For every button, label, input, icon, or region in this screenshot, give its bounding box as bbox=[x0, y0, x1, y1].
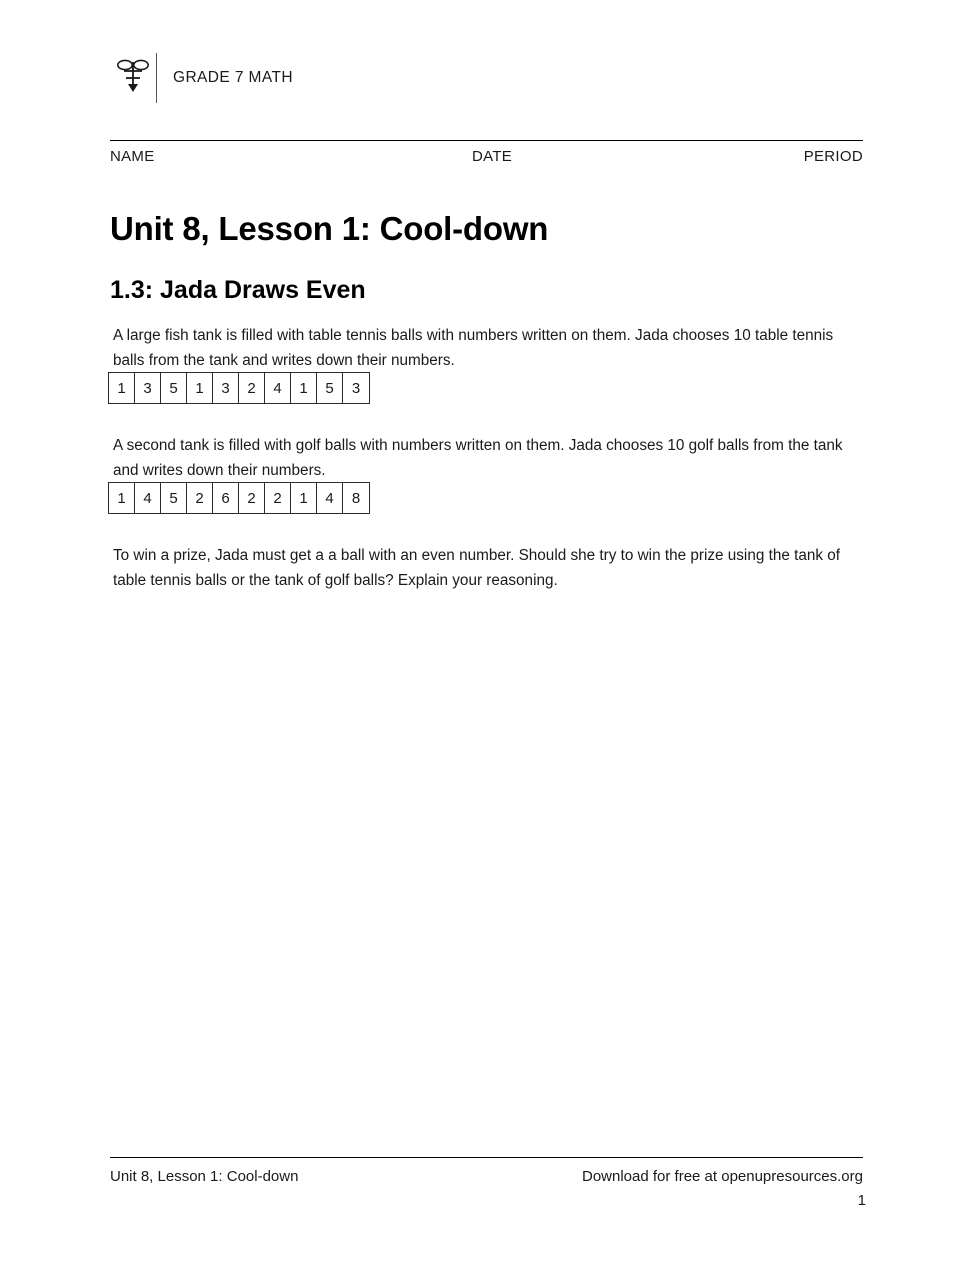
golf-ball-number-strip bbox=[108, 482, 370, 514]
number-cell: 5 bbox=[161, 373, 187, 403]
date-label: DATE bbox=[472, 148, 513, 165]
number-cell: 5 bbox=[161, 483, 187, 513]
paragraph-two: A second tank is filled with golf balls with numbers written on them. Jada chooses 10 golf balls from the tank and writes down their numbers. bbox=[113, 437, 843, 480]
number-cell: 3 bbox=[213, 373, 239, 403]
student-info-row bbox=[110, 148, 863, 170]
period-label: PERIOD bbox=[803, 148, 863, 165]
brand-title: GRADE 7 MATH bbox=[173, 69, 293, 86]
number-cell: 3 bbox=[351, 379, 361, 397]
number-cell: 8 bbox=[351, 489, 361, 507]
table-tennis-number-strip bbox=[108, 372, 370, 404]
number-cell: 3 bbox=[135, 373, 161, 403]
number-cell: 4 bbox=[265, 373, 291, 403]
number-cell: 4 bbox=[317, 483, 343, 513]
number-cell: 1 bbox=[291, 483, 317, 513]
number-cell: 4 bbox=[135, 483, 161, 513]
name-label: NAME bbox=[110, 148, 155, 165]
footer-divider bbox=[110, 1157, 863, 1158]
page-title: Unit 8, Lesson 1: Cool-down bbox=[110, 210, 549, 248]
number-cell: 1 bbox=[109, 483, 135, 513]
number-cell: 2 bbox=[239, 373, 265, 403]
number-cell: 2 bbox=[187, 483, 213, 513]
number-cell: 1 bbox=[187, 373, 213, 403]
footer-attribution: Download for free at openupresources.org bbox=[581, 1168, 863, 1185]
header-divider bbox=[110, 140, 863, 141]
number-cell: 2 bbox=[239, 483, 265, 513]
number-cell: 1 bbox=[291, 373, 317, 403]
logo-divider bbox=[156, 53, 157, 103]
paragraph-one: A large fish tank is filled with table tennis balls with numbers written on them. Jada chooses 10 table tennis balls from the tank and writes down their numbers. bbox=[113, 327, 834, 370]
number-cell: 6 bbox=[213, 483, 239, 513]
bee-logo-icon bbox=[110, 52, 156, 104]
footer-lesson-label: Unit 8, Lesson 1: Cool-down bbox=[110, 1168, 299, 1185]
number-cell: 2 bbox=[265, 483, 291, 513]
section-title: 1.3: Jada Draws Even bbox=[110, 275, 366, 304]
paragraph-three: To win a prize, Jada must get a a ball with an even number. Should she try to win the prize using the tank of table tennis balls or the tank of golf balls? Explain your reasoning. bbox=[113, 547, 841, 590]
number-cell: 1 bbox=[109, 373, 135, 403]
number-cell: 5 bbox=[317, 373, 343, 403]
masthead bbox=[110, 52, 293, 104]
page-number: 1 bbox=[857, 1192, 866, 1209]
